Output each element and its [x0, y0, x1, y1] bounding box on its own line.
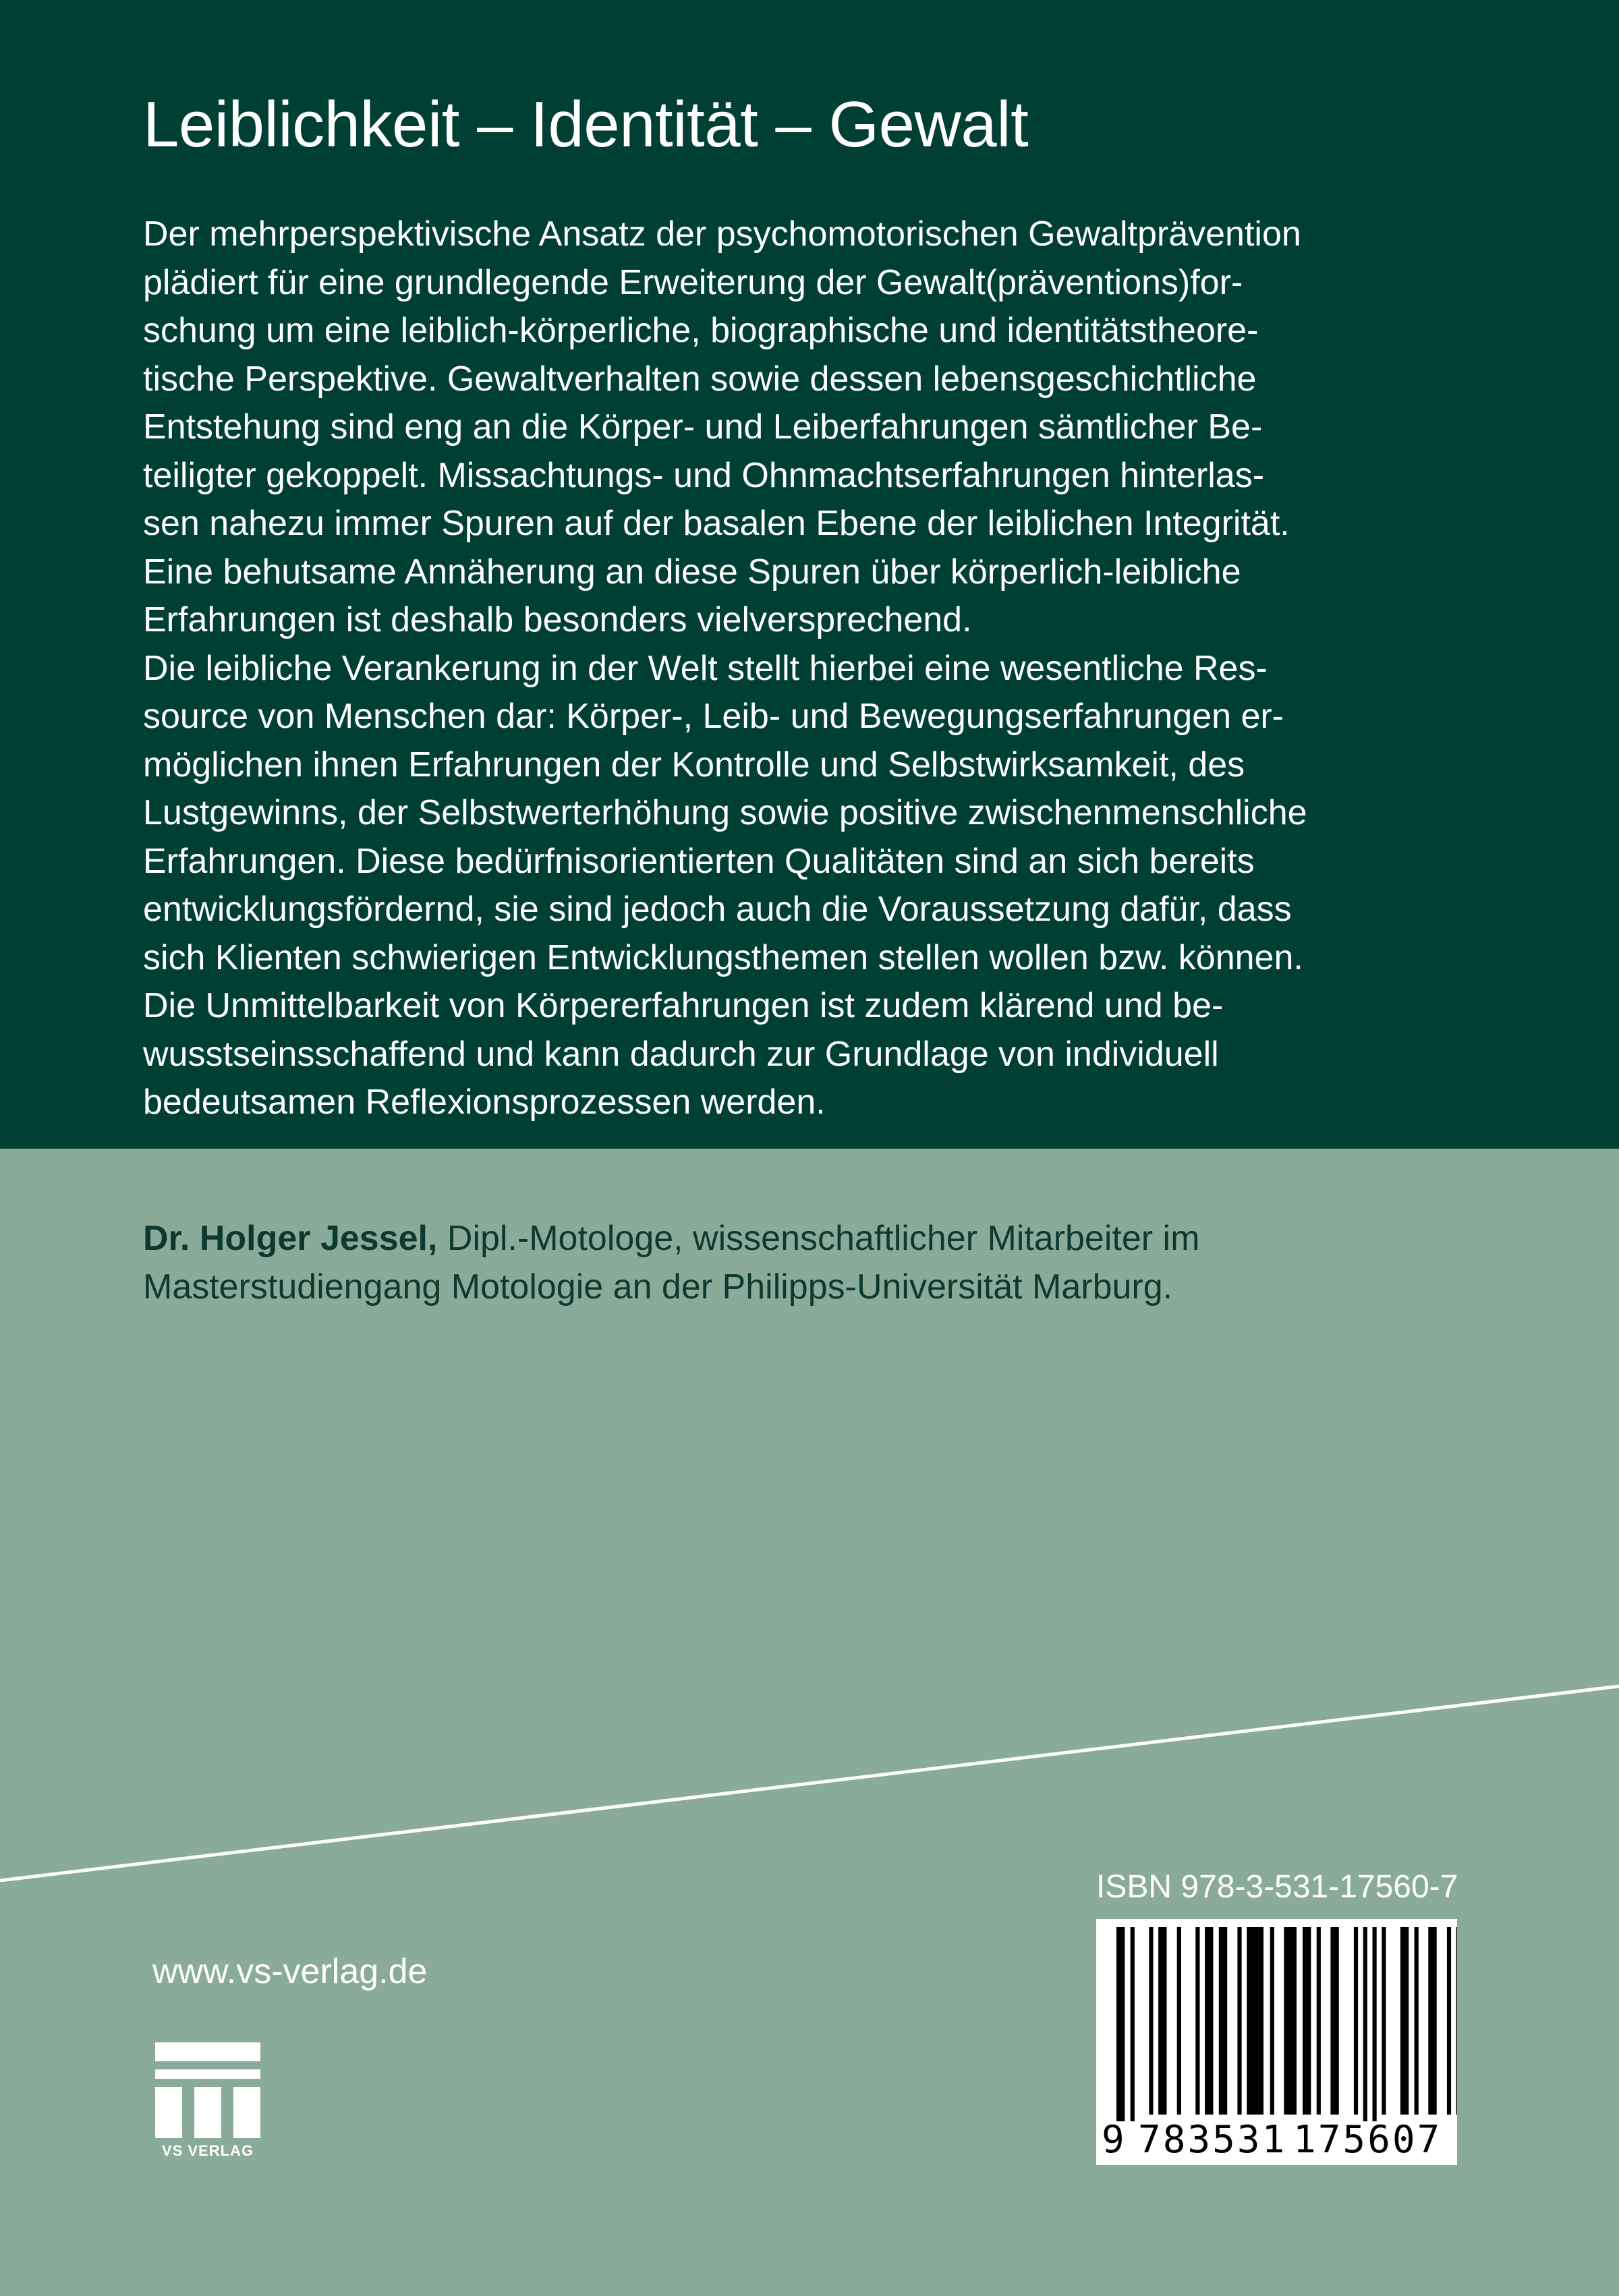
author-bio-text: Dipl.-Motologe, wissenschaftlicher Mitarbeiter im: [437, 1219, 1200, 1258]
blurb-line: Lustgewinns, der Selbstwerterhöhung sowie positive zwischenmenschliche: [143, 793, 1307, 832]
barcode-bar: [1158, 1927, 1166, 2115]
barcode-right-group: 175607: [1293, 2118, 1442, 2162]
barcode-bar: [1237, 1927, 1241, 2115]
blurb-line: entwicklungsfördernd, sie sind jedoch auch die Voraussetzung dafür, dass: [143, 890, 1292, 929]
blurb-line: sich Klienten schwierigen Entwicklungsthemen stellen wollen bzw. können.: [143, 938, 1303, 977]
barcode-bar: [1303, 1927, 1311, 2115]
barcode-bar: [1373, 1927, 1377, 2121]
author-bio-line-2: Masterstudiengang Motologie an der Philipps-Universität Marburg.: [143, 1267, 1173, 1307]
barcode-bar: [1149, 1927, 1153, 2115]
barcode-first-digit: 9: [1102, 2118, 1125, 2162]
isbn-label: ISBN 978-3-531-17560-7: [1096, 1869, 1458, 1905]
barcode-bar: [1205, 1927, 1213, 2115]
blurb-line: source von Menschen dar: Körper-, Leib- und Bewegungserfahrungen er-: [143, 697, 1284, 736]
barcode-bar: [1400, 1927, 1409, 2115]
barcode-bar: [1284, 1927, 1297, 2115]
barcode-bar: [1219, 1927, 1227, 2115]
blurb-line: möglichen ihnen Erfahrungen der Kontrolle und Selbstwirksamkeit, des: [143, 745, 1245, 784]
barcode-left-group: 783531: [1138, 2118, 1287, 2162]
barcode-bar: [1415, 1927, 1419, 2115]
blurb-text: [143, 210, 1492, 1127]
blurb-line: Erfahrungen ist deshalb besonders vielversprechend.: [143, 600, 972, 639]
blurb-line: tische Perspektive. Gewaltverhalten sowie dessen lebensgeschichtliche: [143, 359, 1257, 399]
blurb-line: Die Unmittelbarkeit von Körpererfahrungen ist zudem klärend und be-: [143, 986, 1224, 1025]
author-bio-line-1: [143, 1214, 1199, 1263]
blurb-line: Eine behutsame Annäherung an diese Spuren über körperlich-leibliche: [143, 552, 1241, 592]
blurb-line: Der mehrperspektivische Ansatz der psychomotorischen Gewaltprävention: [143, 214, 1301, 254]
blurb-line: plädiert für eine grundlegende Erweiterung der Gewalt(präventions)for-: [143, 262, 1243, 302]
vs-verlag-logo-text: VS VERLAG: [161, 2142, 254, 2159]
barcode-bar: [1382, 1927, 1386, 2115]
barcode-bar: [1247, 1927, 1263, 2115]
barcode-bar: [1195, 1927, 1199, 2115]
book-title: Leiblichkeit – Identität – Gewalt: [143, 88, 1029, 161]
barcode-bars: [1096, 1919, 1457, 2121]
barcode-bar: [1363, 1927, 1367, 2121]
blurb-line: schung um eine leiblich-körperliche, biographische und identitätstheore-: [143, 311, 1259, 350]
blurb-line: bedeutsamen Reflexionsprozessen werden.: [143, 1083, 826, 1122]
barcode-bar: [1330, 1927, 1338, 2115]
barcode-bar: [1270, 1927, 1274, 2115]
blurb-line: teiligter gekoppelt. Missachtungs- und Ohnmachtserfahrungen hinterlas-: [143, 455, 1265, 495]
barcode-digits: [1096, 2118, 1457, 2162]
blurb-line: Entstehung sind eng an die Körper- und Leiberfahrungen sämtlicher Be-: [143, 407, 1263, 447]
barcode-bar: [1177, 1927, 1181, 2115]
vs-verlag-logo-mark: [155, 2042, 260, 2140]
author-name: Dr. Holger Jessel,: [143, 1219, 438, 1258]
barcode-bar: [1131, 1927, 1135, 2121]
blurb-line: sen nahezu immer Spuren auf der basalen Ebene der leiblichen Integrität.: [143, 504, 1290, 543]
vs-verlag-logo: [155, 2042, 260, 2164]
publisher-website: www.vs-verlag.de: [152, 1952, 428, 1991]
barcode-bar: [1447, 1927, 1451, 2115]
barcode-bar: [1428, 1927, 1436, 2115]
barcode-bar: [1456, 1927, 1457, 2115]
blurb-line: Erfahrungen. Diese bedürfnisorientierten Qualitäten sind an sich bereits: [143, 841, 1255, 881]
author-bio: [143, 1214, 1199, 1311]
blurb-line: Die leibliche Verankerung in der Welt stellt hierbei eine wesentliche Res-: [143, 648, 1268, 688]
barcode-bar: [1354, 1927, 1358, 2115]
barcode-bar: [1317, 1927, 1321, 2115]
blurb-line: wusstseinsschaffend und kann dadurch zur Grundlage von individuell: [143, 1034, 1219, 1074]
diagonal-divider-line: [0, 1673, 1619, 1895]
barcode: [1096, 1919, 1457, 2165]
barcode-bar: [1116, 1927, 1125, 2121]
